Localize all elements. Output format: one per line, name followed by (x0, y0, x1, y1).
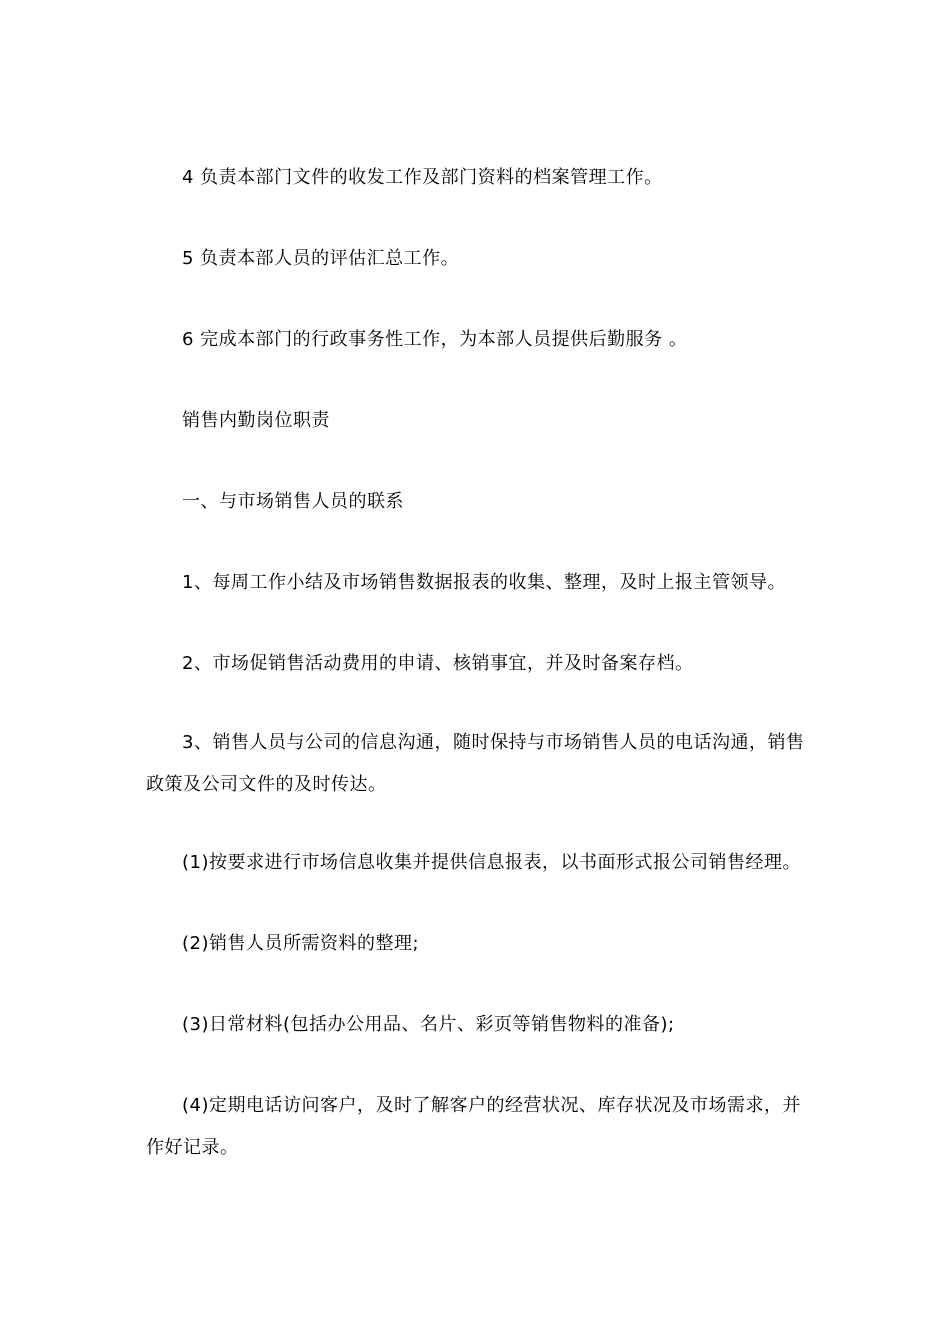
paragraph-item-4: 4 负责本部门文件的收发工作及部门资料的档案管理工作。 (182, 167, 663, 188)
paragraph-item-5: 5 负责本部人员的评估汇总工作。 (182, 248, 460, 269)
paragraph-item-2: 2、市场促销售活动费用的申请、核销事宜，并及时备案存档。 (182, 653, 694, 674)
paragraph-subitem-2: (2)销售人员所需资料的整理; (182, 933, 420, 954)
subsection-heading: 一、与市场销售人员的联系 (182, 491, 404, 512)
paragraph-subitem-4: (4)定期电话访问客户，及时了解客户的经营状况、库存状况及市场需求，并作好记录。 (146, 1095, 801, 1158)
section-heading: 销售内勤岗位职责 (182, 410, 330, 431)
paragraph-item-3: 3、销售人员与公司的信息沟通，随时保持与市场销售人员的电话沟通，销售政策及公司文件的及时传达。 (146, 732, 805, 795)
paragraph-subitem-1: (1)按要求进行市场信息收集并提供信息报表，以书面形式报公司销售经理。 (182, 852, 801, 873)
paragraph-item-6: 6 完成本部门的行政事务性工作，为本部人员提供后勤服务 。 (182, 329, 688, 350)
paragraph-subitem-3: (3)日常材料(包括办公用品、名片、彩页等销售物料的准备); (182, 1014, 675, 1035)
paragraph-item-1: 1、每周工作小结及市场销售数据报表的收集、整理，及时上报主管领导。 (182, 572, 786, 593)
